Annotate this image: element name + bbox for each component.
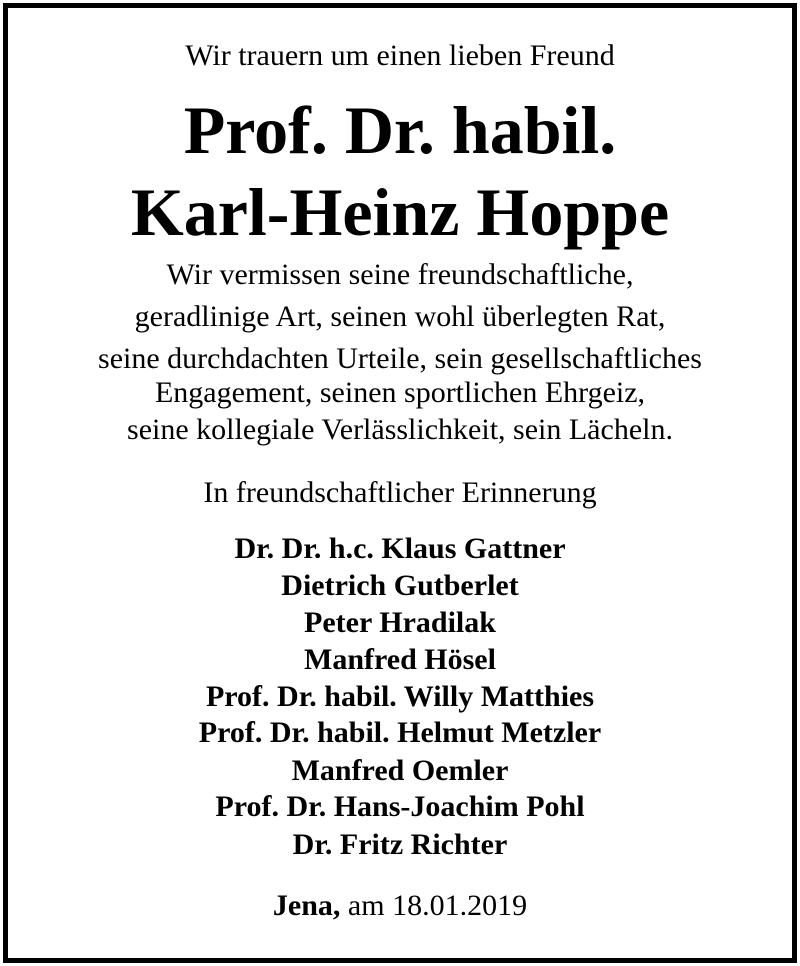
signer-name: Manfred Oemler <box>291 754 509 787</box>
closing-date: am 18.01.2019 <box>340 889 528 922</box>
tribute-line: seine kollegiale Verlässlichkeit, sein Lächeln. <box>127 413 673 446</box>
signer-name: Prof. Dr. habil. Helmut Metzler <box>198 716 602 749</box>
signer-name: Dr. Fritz Richter <box>292 828 508 861</box>
memory-line: In freundschaftlicher Erinnerung <box>203 476 597 509</box>
signer-name: Manfred Hösel <box>304 643 496 676</box>
tribute-line: seine durchdachten Urteile, sein gesellschaftliches <box>98 342 702 375</box>
signer-name: Prof. Dr. habil. Willy Matthies <box>205 680 595 713</box>
intro-text: Wir trauern um einen lieben Freund <box>185 39 615 72</box>
deceased-title: Prof. Dr. habil. <box>183 92 617 168</box>
signer-name: Prof. Dr. Hans-Joachim Pohl <box>215 790 585 823</box>
tribute-line: Engagement, seinen sportlichen Ehrgeiz, <box>154 376 646 409</box>
closing-line <box>0 891 800 921</box>
tribute-line: Wir vermissen seine freundschaftliche, <box>166 258 634 291</box>
deceased-name: Karl-Heinz Hoppe <box>130 174 670 250</box>
signer-name: Dietrich Gutberlet <box>281 569 519 602</box>
tribute-line: geradlinige Art, seinen wohl überlegten Rat, <box>134 300 666 333</box>
closing-place: Jena, <box>272 889 341 922</box>
signer-name: Peter Hradilak <box>304 606 496 639</box>
signer-name: Dr. Dr. h.c. Klaus Gattner <box>234 532 566 565</box>
